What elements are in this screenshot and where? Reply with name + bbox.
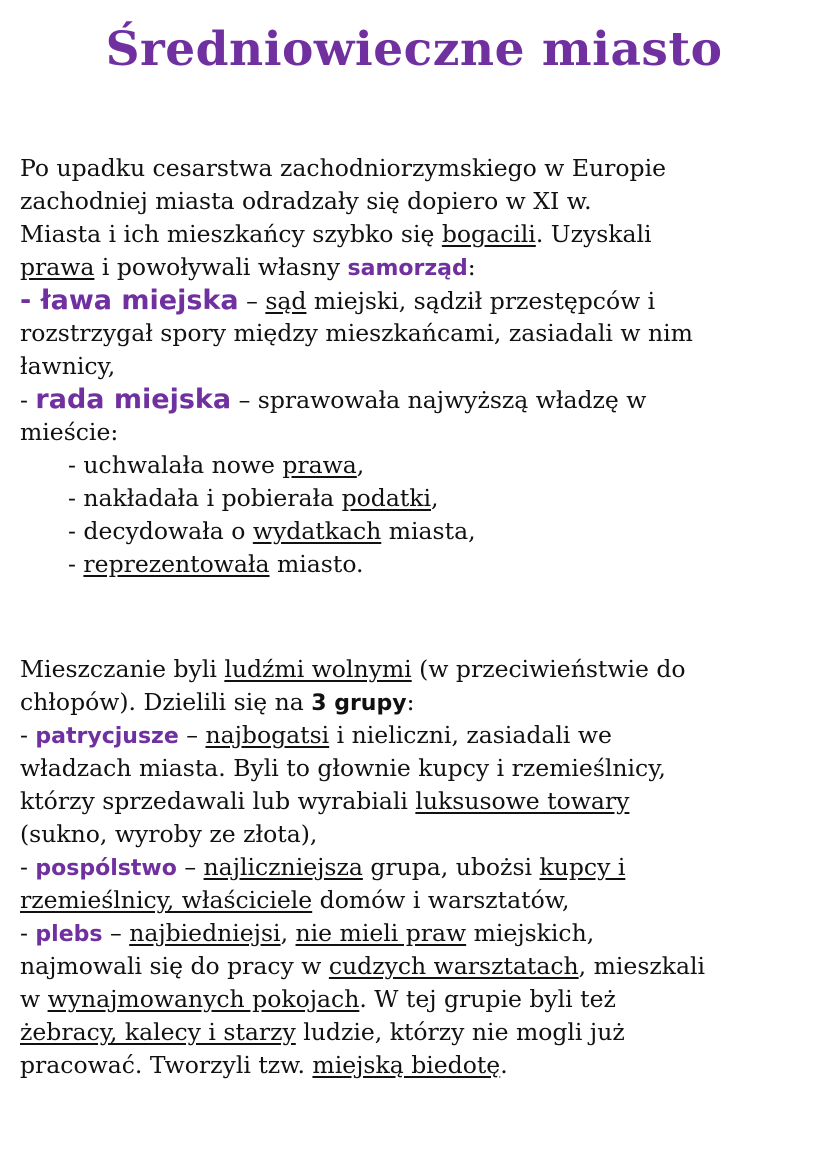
text-line — [20, 818, 705, 851]
text-segment: . — [500, 1051, 508, 1079]
text-line — [20, 317, 693, 350]
text-line — [20, 851, 705, 884]
text-line — [20, 350, 693, 383]
text-segment: – — [178, 721, 206, 749]
text-line — [20, 752, 705, 785]
text-segment: ławnicy, — [20, 352, 116, 380]
highlighted-term: patrycjusze — [35, 724, 179, 749]
text-segment: Mieszczanie byli — [20, 655, 225, 683]
text-segment: – — [176, 853, 204, 881]
highlighted-term: samorząd — [347, 256, 468, 281]
paragraph-mieszczanie — [20, 653, 705, 1082]
text-line — [20, 950, 705, 983]
text-segment: , — [356, 451, 365, 479]
text-line — [20, 1016, 705, 1049]
text-segment: (w przeciwieństwie do — [411, 655, 686, 683]
text-segment: mieście: — [20, 418, 119, 446]
text-segment: miejski, sądził przestępców i — [306, 287, 656, 315]
text-line — [20, 785, 705, 818]
text-segment: pracować. Tworzyli tzw. — [20, 1051, 313, 1079]
underlined-text: nie mieli praw — [295, 919, 467, 947]
text-segment: i powoływali własny — [94, 253, 348, 281]
text-line — [20, 917, 705, 950]
text-segment: miasto. — [269, 550, 364, 578]
text-segment: - — [20, 721, 36, 749]
text-segment: , — [280, 919, 296, 947]
text-segment: władzach miasta. Byli to głownie kupcy i rzemieślnicy, — [20, 754, 666, 782]
underlined-text: prawa — [282, 451, 357, 479]
text-segment: . W tej grupie byli też — [359, 985, 616, 1013]
list-item — [20, 548, 693, 581]
text-segment: , mieszkali — [578, 952, 706, 980]
text-line — [20, 251, 693, 284]
list-item — [20, 515, 693, 548]
underlined-text: miejską biedotę — [312, 1051, 501, 1079]
underlined-text: prawa — [20, 253, 95, 281]
text-segment: miejskich, — [466, 919, 595, 947]
underlined-text: żebracy, kalecy i starzy — [20, 1018, 296, 1046]
underlined-text: reprezentowała — [83, 550, 270, 578]
text-segment: Miasta i ich mieszkańcy szybko się — [20, 220, 442, 248]
text-segment: - nakładała i pobierała — [68, 484, 342, 512]
text-segment: zachodniej miasta odradzały się dopiero w XI w. — [20, 187, 592, 215]
underlined-text: cudzych warsztatach — [328, 952, 579, 980]
text-segment: . Uzyskali — [535, 220, 652, 248]
underlined-text: najliczniejsza — [203, 853, 363, 881]
highlighted-term: pospólstwo — [35, 856, 177, 881]
text-segment: i nieliczni, zasiadali we — [329, 721, 612, 749]
text-line — [20, 284, 693, 317]
text-segment: - — [20, 853, 36, 881]
underlined-text: najbogatsi — [205, 721, 330, 749]
underlined-text: wynajmowanych pokojach — [47, 985, 360, 1013]
text-segment: - uchwalała nowe — [68, 451, 283, 479]
list-item — [20, 449, 693, 482]
highlighted-term: plebs — [35, 922, 103, 947]
underlined-text: sąd — [265, 287, 307, 315]
text-segment: - — [20, 386, 36, 414]
text-line — [20, 686, 705, 719]
text-line — [20, 152, 693, 185]
text-segment: miasta, — [381, 517, 476, 545]
text-segment: chłopów). Dzielili się na — [20, 688, 312, 716]
text-line — [20, 653, 705, 686]
underlined-text: ludźmi wolnymi — [224, 655, 412, 683]
underlined-text: rzemieślnicy, właściciele — [20, 886, 313, 914]
text-segment: - — [20, 919, 36, 947]
text-segment: w — [20, 985, 48, 1013]
text-segment: , — [431, 484, 439, 512]
text-segment: Po upadku cesarstwa zachodniorzymskiego w Europie — [20, 154, 666, 182]
text-line — [20, 383, 693, 416]
text-segment: (sukno, wyroby ze złota), — [20, 820, 318, 848]
text-segment: którzy sprzedawali lub wyrabiali — [20, 787, 416, 815]
text-segment: – sprawowała najwyższą władzę w — [231, 386, 647, 414]
text-line — [20, 983, 705, 1016]
list-item — [20, 482, 693, 515]
highlighted-term: rada miejska — [35, 384, 232, 415]
text-line — [20, 218, 693, 251]
underlined-text: podatki — [341, 484, 432, 512]
text-segment: rozstrzygał spory między mieszkańcami, zasiadali w nim — [20, 319, 693, 347]
text-segment: - decydowała o — [68, 517, 253, 545]
underlined-text: luksusowe towary — [415, 787, 630, 815]
text-segment: najmowali się do pracy w — [20, 952, 329, 980]
text-line — [20, 719, 705, 752]
text-segment: – — [102, 919, 130, 947]
text-segment: : — [406, 688, 415, 716]
paragraph-samorzad — [20, 152, 693, 581]
text-line — [20, 1049, 705, 1082]
underlined-text: wydatkach — [252, 517, 382, 545]
underlined-text: bogacili — [441, 220, 536, 248]
text-segment: - — [68, 550, 84, 578]
text-segment: domów i warsztatów, — [312, 886, 570, 914]
text-line — [20, 416, 693, 449]
text-segment: : — [467, 253, 476, 281]
text-segment: grupa, ubożsi — [362, 853, 540, 881]
underlined-text: kupcy i — [539, 853, 626, 881]
text-segment: – — [238, 287, 266, 315]
text-segment: ludzie, którzy nie mogli już — [295, 1018, 625, 1046]
bold-text: 3 grupy — [311, 691, 407, 716]
underlined-text: najbiedniejsi — [129, 919, 281, 947]
text-line — [20, 884, 705, 917]
text-line — [20, 185, 693, 218]
highlighted-term: - ława miejska — [20, 285, 239, 316]
page-title: Średniowieczne miasto — [105, 22, 723, 77]
